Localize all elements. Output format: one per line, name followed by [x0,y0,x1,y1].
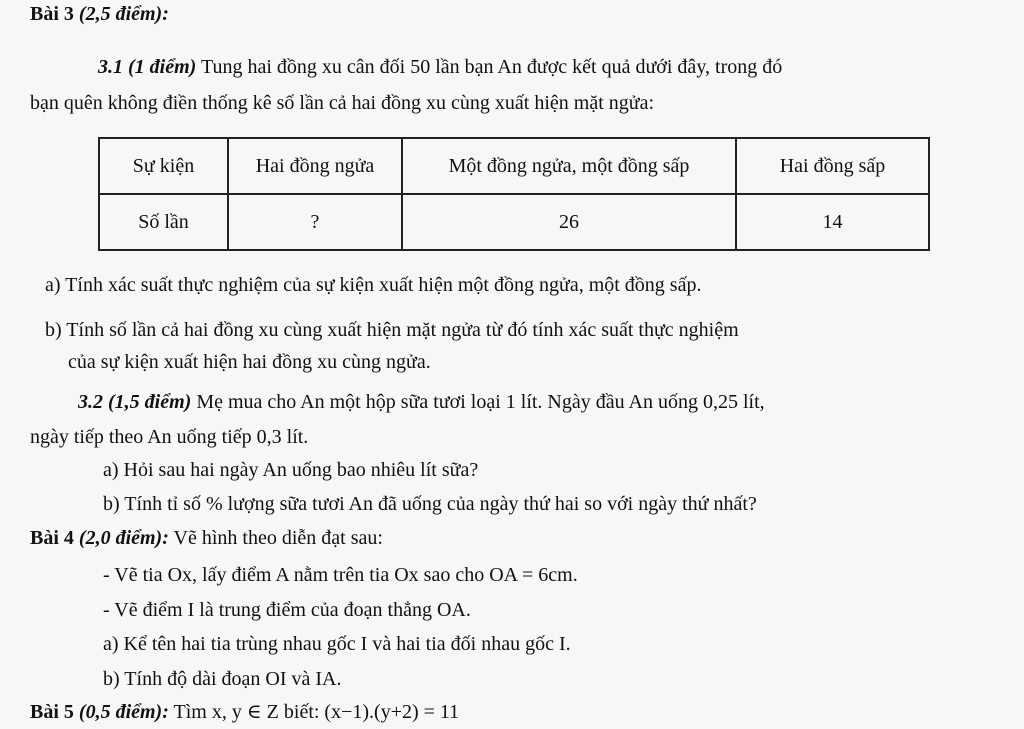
table-cell: 26 [402,194,736,250]
bai4-intro: Vẽ hình theo diễn đạt sau: [168,527,383,549]
q32-line2: ngày tiếp theo An uống tiếp 0,3 lít. [30,426,309,448]
bai5-text: Tìm x, y ∈ Z biết: (x−1).(y+2) = 11 [168,701,460,723]
q31b-line1: b) Tính số lần cả hai đồng xu cùng xuất hiện mặt ngửa từ đó tính xác suất thực nghiệm [45,319,739,341]
bai4a-text: a) Kể tên hai tia trùng nhau gốc I và hai tia đối nhau gốc I. [103,633,571,655]
table-header-cell: Sự kiện [99,138,228,194]
q31a-text: a) Tính xác suất thực nghiệm của sự kiện xuất hiện một đồng ngửa, một đồng sấp. [45,274,702,296]
bai3-points: (2,5 điểm): [78,3,169,25]
table-cell: ? [228,194,402,250]
table-cell: Số lần [99,194,228,250]
bai4b-text: b) Tính độ dài đoạn OI và IA. [103,668,342,690]
table-cell: 14 [736,194,929,250]
q31-label: 3.1 (1 điểm) [98,56,197,78]
bai5-heading [30,700,459,724]
q32-text-line1: Mẹ mua cho An một hộp sữa tươi loại 1 lít. Ngày đầu An uống 0,25 lít, [191,391,765,413]
results-table [98,137,930,251]
q32a-text: a) Hỏi sau hai ngày An uống bao nhiêu lít sữa? [103,459,479,481]
table-header-cell: Hai đồng ngửa [228,138,402,194]
bai5-points: (0,5 điểm): [73,701,169,723]
q32b-text: b) Tính tỉ số % lượng sữa tươi An đã uống của ngày thứ hai so với ngày thứ nhất? [103,493,757,515]
q32-line1 [78,390,765,414]
bai4-step2: - Vẽ điểm I là trung điểm của đoạn thẳng OA. [103,599,471,621]
bai3-title: Bài 3 [30,3,74,25]
q32-label: 3.2 (1,5 điểm) [78,391,192,413]
q31b-line2: của sự kiện xuất hiện hai đồng xu cùng ngửa. [68,351,431,373]
table-row [99,194,929,250]
table-header-row [99,138,929,194]
bai3-heading [30,2,169,26]
table-header-cell: Hai đồng sấp [736,138,929,194]
bai4-heading [30,526,383,550]
bai4-title: Bài 4 [30,527,74,549]
bai4-points: (2,0 điểm): [73,527,169,549]
table-header-cell: Một đồng ngửa, một đồng sấp [402,138,736,194]
q31-line2: bạn quên không điền thống kê số lần cả hai đồng xu cùng xuất hiện mặt ngửa: [30,92,655,114]
bai4-step1: - Vẽ tia Ox, lấy điểm A nằm trên tia Ox sao cho OA = 6cm. [103,564,578,586]
q31-text-line1: Tung hai đồng xu cân đối 50 lần bạn An được kết quả dưới đây, trong đó [196,56,783,78]
q31-line1 [98,55,782,79]
bai5-title: Bài 5 [30,701,74,723]
